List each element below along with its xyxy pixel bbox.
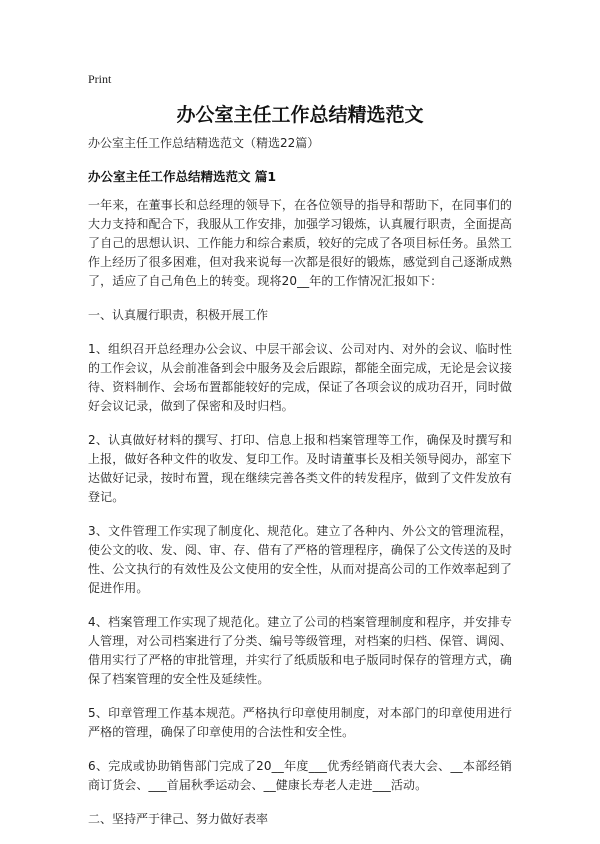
document-body — [88, 134, 512, 844]
paragraph-item-4: 4、档案管理工作实现了规范化。建立了公司的档案管理制度和程序，并安排专人管理，对公司档案进行了分类、编号等级管理，对档案的归档、保管、调阅、借用实行了严格的审批管理，并实行了纸质版和电子版同时保存的管理方式，确保了档案管理的安全性及延续性。 — [88, 615, 512, 686]
paragraph-item-6: 6、完成或协助销售部门完成了20__年度___优秀经销商代表大会、__本部经销商订货会、___首届秋季运动会、__健康长寿老人走进___活动。 — [88, 759, 512, 792]
page-title: 办公室主任工作总结精选范文 — [176, 104, 424, 126]
paragraph-heading-2: 二、坚持严于律己、努力做好表率 — [88, 812, 269, 826]
document-subtitle: 办公室主任工作总结精选范文（精选22篇） — [88, 136, 320, 150]
paragraph-intro: 一年来，在董事长和总经理的领导下，在各位领导的指导和帮助下，在同事们的大力支持和配合下，我服从工作安排，加强学习锻炼，认真履行职责，全面提高了自己的思想认识、工作能力和综合素质，较好的完成了各项目标任务。虽然工作上经历了很多困难，但对我来说每一次都是很好的锻炼，感觉到自己逐渐成熟了，适应了自己角色上的转变。现将20__年的工作情况汇报如下： — [88, 198, 512, 288]
section-heading: 办公室主任工作总结精选范文 篇1 — [88, 169, 277, 184]
print-link[interactable]: Print — [88, 72, 112, 86]
paragraph-item-2: 2、认真做好材料的撰写、打印、信息上报和档案管理等工作，确保及时撰写和上报，做好各种文件的收发、复印工作。及时请董事长及相关领导阅办，部室下达做好记录，按时布置，现在继续完善各类文件的转发程序，做到了文件发放有登记。 — [88, 433, 512, 504]
paragraph-heading-1: 一、认真履行职责，积极开展工作 — [88, 308, 269, 322]
paragraph-item-3: 3、文件管理工作实现了制度化、规范化。建立了各种内、外公文的管理流程，使公文的收、发、阅、审、存、借有了严格的管理程序，确保了公文传送的及时性、公文执行的有效性及公文使用的安全性，从而对提高公司的工作效率起到了促进作用。 — [88, 524, 512, 595]
paragraph-item-5: 5、印章管理工作基本规范。严格执行印章使用制度，对本部门的印章使用进行严格的管理，确保了印章使用的合法性和安全性。 — [88, 706, 512, 739]
paragraph-item-1: 1、组织召开总经理办公会议、中层干部会议、公司对内、对外的会议、临时性的工作会议，从会前准备到会中服务及会后跟踪，都能全面完成，无论是会议接待、资料制作、会场布置都能较好的完成，保证了各项会议的成功召开，同时做好会议记录，做到了保密和及时归档。 — [88, 342, 512, 413]
